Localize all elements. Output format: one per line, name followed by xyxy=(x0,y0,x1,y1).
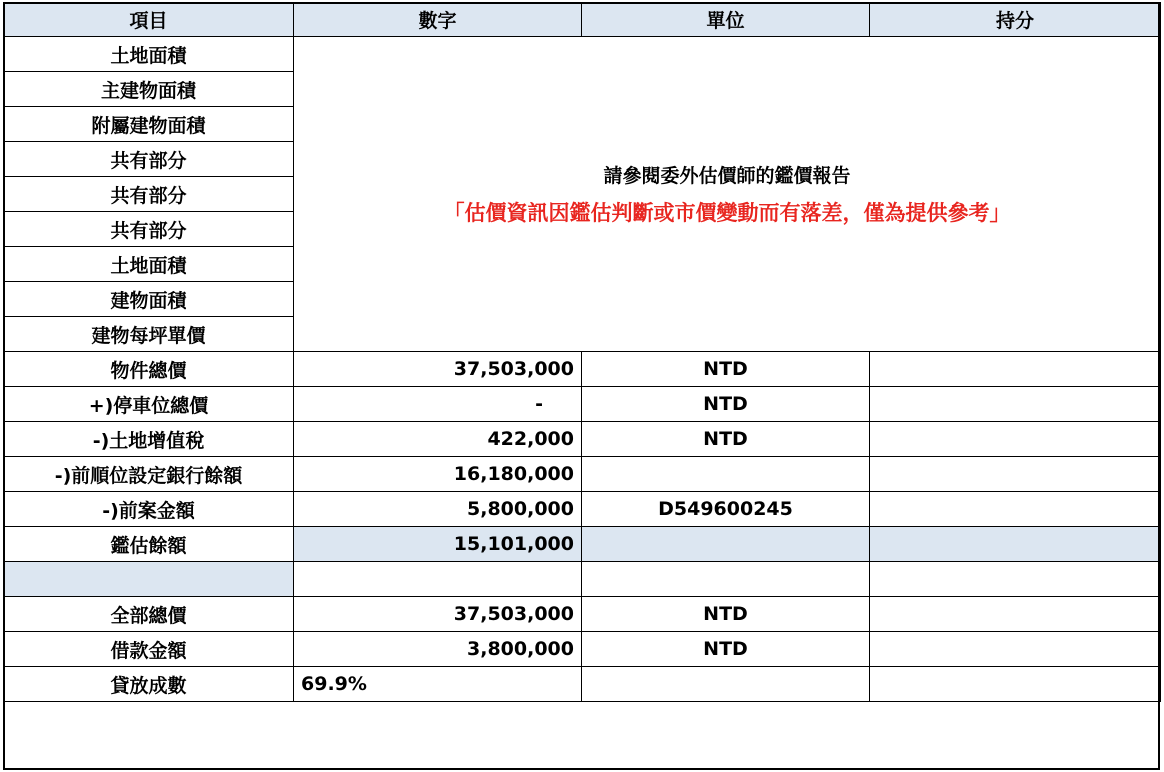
row-unit[interactable]: NTD xyxy=(582,597,870,632)
appraisal-balance-label[interactable]: 鑑估餘額 xyxy=(4,527,294,562)
row-number[interactable]: 3,800,000 xyxy=(294,632,582,667)
spacer-cell[interactable] xyxy=(4,562,294,597)
loan-ratio-row xyxy=(4,667,1161,702)
loan-ratio-unit[interactable] xyxy=(582,667,870,702)
area-label-land-2[interactable]: 土地面積 xyxy=(4,247,294,282)
row-share[interactable] xyxy=(870,457,1161,492)
row-number[interactable]: 5,800,000 xyxy=(294,492,582,527)
row-label[interactable]: +)停車位總價 xyxy=(4,387,294,422)
header-unit[interactable]: 單位 xyxy=(582,3,870,37)
appraisal-notice-disclaimer: 「估價資訊因鑑估判斷或市價變動而有落差，僅為提供參考」 xyxy=(443,201,1011,225)
header-number[interactable]: 數字 xyxy=(294,3,582,37)
row-label[interactable]: -)土地增值稅 xyxy=(4,422,294,457)
spacer-cell[interactable] xyxy=(582,562,870,597)
area-label-main-building[interactable]: 主建物面積 xyxy=(4,72,294,107)
row-unit[interactable]: NTD xyxy=(582,632,870,667)
table-row xyxy=(4,422,1161,457)
appraisal-balance-unit[interactable] xyxy=(582,527,870,562)
row-label[interactable]: 借款金額 xyxy=(4,632,294,667)
valuation-table xyxy=(3,2,1161,702)
table-row xyxy=(4,492,1161,527)
row-share[interactable] xyxy=(870,422,1161,457)
header-share[interactable]: 持分 xyxy=(870,3,1161,37)
area-label-common-part-2[interactable]: 共有部分 xyxy=(4,177,294,212)
appraisal-balance-share[interactable] xyxy=(870,527,1161,562)
row-label[interactable]: 全部總價 xyxy=(4,597,294,632)
area-label-land[interactable]: 土地面積 xyxy=(4,37,294,72)
row-label[interactable]: -)前順位設定銀行餘額 xyxy=(4,457,294,492)
row-share[interactable] xyxy=(870,597,1161,632)
table-row xyxy=(4,457,1161,492)
row-label[interactable]: -)前案金額 xyxy=(4,492,294,527)
appraisal-balance-row xyxy=(4,527,1161,562)
appraisal-notice-title: 請參閱委外估價師的鑑價報告 xyxy=(603,165,851,187)
area-label-common-part-1[interactable]: 共有部分 xyxy=(4,142,294,177)
spacer-row xyxy=(4,562,1161,597)
row-number[interactable]: - xyxy=(294,387,582,422)
area-label-building[interactable]: 建物面積 xyxy=(4,282,294,317)
appraisal-notice-cell[interactable] xyxy=(294,37,1161,352)
row-label[interactable]: 物件總價 xyxy=(4,352,294,387)
spacer-cell[interactable] xyxy=(870,562,1161,597)
row-unit[interactable]: NTD xyxy=(582,352,870,387)
area-label-attached-building[interactable]: 附屬建物面積 xyxy=(4,107,294,142)
area-row xyxy=(4,37,1161,72)
header-item[interactable]: 項目 xyxy=(4,3,294,37)
area-label-common-part-3[interactable]: 共有部分 xyxy=(4,212,294,247)
row-number[interactable]: 37,503,000 xyxy=(294,597,582,632)
row-unit[interactable]: NTD xyxy=(582,387,870,422)
loan-ratio-share[interactable] xyxy=(870,667,1161,702)
row-number[interactable]: 37,503,000 xyxy=(294,352,582,387)
table-row xyxy=(4,352,1161,387)
row-share[interactable] xyxy=(870,632,1161,667)
row-unit[interactable] xyxy=(582,457,870,492)
appraisal-balance-number[interactable]: 15,101,000 xyxy=(294,527,582,562)
header-row xyxy=(4,3,1161,37)
loan-ratio-label[interactable]: 貸放成數 xyxy=(4,667,294,702)
row-number[interactable]: 422,000 xyxy=(294,422,582,457)
loan-ratio-value[interactable]: 69.9% xyxy=(294,667,582,702)
table-row xyxy=(4,387,1161,422)
row-share[interactable] xyxy=(870,492,1161,527)
spacer-cell[interactable] xyxy=(294,562,582,597)
row-unit[interactable]: NTD xyxy=(582,422,870,457)
row-share[interactable] xyxy=(870,352,1161,387)
table-row xyxy=(4,597,1161,632)
row-unit[interactable]: D549600245 xyxy=(582,492,870,527)
row-number[interactable]: 16,180,000 xyxy=(294,457,582,492)
table-row xyxy=(4,632,1161,667)
area-label-building-unit-price[interactable]: 建物每坪單價 xyxy=(4,317,294,352)
row-share[interactable] xyxy=(870,387,1161,422)
